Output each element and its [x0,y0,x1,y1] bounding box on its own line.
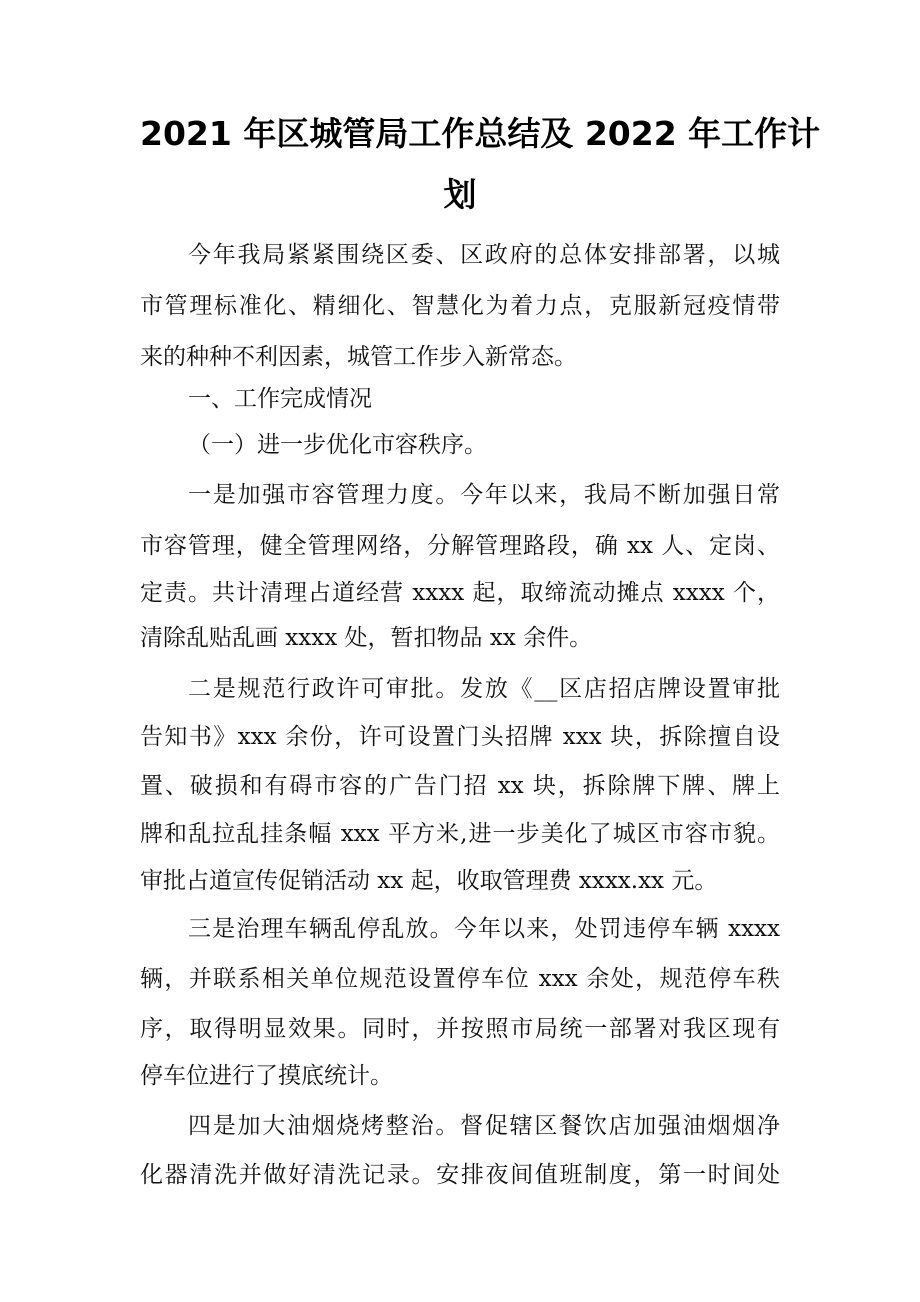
body-text-line: 来的种种不利因素，城管工作步入新常态。 [140,344,577,370]
body-text-line: 市管理标准化、精细化、智慧化为着力点，克服新冠疫情带 [140,293,780,319]
body-text-line: 牌和乱拉乱挂条幅 xxx 平方米,进一步美化了城区市容市貌。 [140,821,780,847]
body-text-line: 审批占道宣传促销活动 xx 起，收取管理费 xxxx.xx 元。 [140,868,718,894]
body-text-line: 今年我局紧紧围绕区委、区政府的总体安排部署，以城 [188,242,780,268]
document-title-line-1: 2021 年区城管局工作总结及 2022 年工作计 [140,114,821,153]
body-text-line: 置、破损和有碍市容的广告门招 xx 块，拆除牌下牌、牌上 [140,773,780,799]
body-text-line: 序，取得明显效果。同时，并按照市局统一部署对我区现有 [140,1016,780,1042]
body-text-line: 停车位进行了摸底统计。 [140,1063,393,1089]
body-text-line: 一是加强市容管理力度。今年以来，我局不断加强日常 [188,482,780,508]
body-text-line: 四是加大油烟烧烤整治。督促辖区餐饮店加强油烟烟净 [188,1113,780,1139]
subsection-heading: （一）进一步优化市容秩序。 [188,432,487,458]
document-title-line-2: 划 [443,175,477,214]
body-text-line: 清除乱贴乱画 xxxx 处，暂扣物品 xx 余件。 [140,625,593,651]
body-text-line: 辆，并联系相关单位规范设置停车位 xxx 余处，规范停车秩 [140,966,780,992]
body-text-line: 告知书》xxx 余份，许可设置门头招牌 xxx 块，拆除擅自设 [140,724,780,750]
body-text-line: 市容管理，健全管理网络，分解管理路段，确 xx 人、定岗、 [140,533,780,559]
body-text-line: 化器清洗并做好清洗记录。安排夜间值班制度，第一时间处 [140,1162,780,1188]
section-heading: 一、工作完成情况 [188,386,372,412]
body-text-line: 二是规范行政许可审批。发放《__区店招店牌设置审批 [188,676,780,702]
body-text-line: 三是治理车辆乱停乱放。今年以来，处罚违停车辆 xxxx [188,916,780,942]
body-text-line: 定责。共计清理占道经营 xxxx 起，取缔流动摊点 xxxx 个， [140,580,780,606]
